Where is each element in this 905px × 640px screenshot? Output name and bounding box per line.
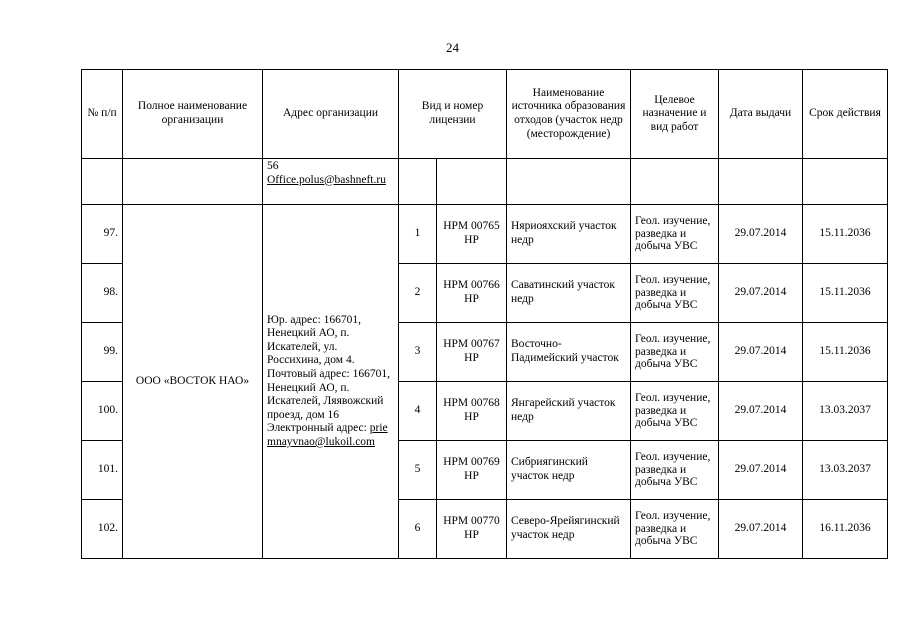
validity-date: 13.03.2037 bbox=[803, 382, 888, 441]
purpose: Геол. изучение, разведка и добыча УВС bbox=[631, 264, 719, 323]
header-org: Полное наименование организации bbox=[123, 70, 263, 159]
row-number: 102. bbox=[82, 500, 123, 559]
license-number: НРМ 00765 НР bbox=[437, 205, 507, 264]
purpose: Геол. изучение, разведка и добыча УВС bbox=[631, 382, 719, 441]
license-number: НРМ 00766 НР bbox=[437, 264, 507, 323]
header-num: № п/п bbox=[82, 70, 123, 159]
source-name: Северо-Ярейягинский участок недр bbox=[507, 500, 631, 559]
license-table bbox=[81, 69, 888, 559]
table-row bbox=[82, 205, 888, 264]
address-email-link[interactable]: priemnayvnao@lukoil.com bbox=[267, 422, 388, 448]
header-license: Вид и номер лицензии bbox=[399, 70, 507, 159]
license-index: 4 bbox=[399, 382, 437, 441]
organization-name: ООО «ВОСТОК НАО» bbox=[123, 205, 263, 559]
purpose: Геол. изучение, разведка и добыча УВС bbox=[631, 441, 719, 500]
license-number: НРМ 00767 НР bbox=[437, 323, 507, 382]
continuation-address-line: 56 bbox=[267, 160, 279, 172]
validity-date: 15.11.2036 bbox=[803, 205, 888, 264]
license-number: НРМ 00768 НР bbox=[437, 382, 507, 441]
continuation-row bbox=[82, 159, 888, 205]
organization-address bbox=[263, 205, 399, 559]
row-number: 99. bbox=[82, 323, 123, 382]
purpose: Геол. изучение, разведка и добыча УВС bbox=[631, 205, 719, 264]
issue-date: 29.07.2014 bbox=[719, 382, 803, 441]
issue-date: 29.07.2014 bbox=[719, 205, 803, 264]
license-number: НРМ 00769 НР bbox=[437, 441, 507, 500]
source-name: Саватинский участок недр bbox=[507, 264, 631, 323]
purpose: Геол. изучение, разведка и добыча УВС bbox=[631, 323, 719, 382]
source-name: Восточно-Падимейский участок bbox=[507, 323, 631, 382]
row-number: 98. bbox=[82, 264, 123, 323]
page-number: 24 bbox=[446, 40, 459, 55]
issue-date: 29.07.2014 bbox=[719, 264, 803, 323]
source-name: Сибриягинский участок недр bbox=[507, 441, 631, 500]
license-index: 5 bbox=[399, 441, 437, 500]
row-number: 97. bbox=[82, 205, 123, 264]
license-index: 6 bbox=[399, 500, 437, 559]
header-validity: Срок действия bbox=[803, 70, 888, 159]
validity-date: 15.11.2036 bbox=[803, 323, 888, 382]
header-purpose: Целевое назначение и вид работ bbox=[631, 70, 719, 159]
issue-date: 29.07.2014 bbox=[719, 323, 803, 382]
row-number: 101. bbox=[82, 441, 123, 500]
license-index: 3 bbox=[399, 323, 437, 382]
validity-date: 16.11.2036 bbox=[803, 500, 888, 559]
license-index: 2 bbox=[399, 264, 437, 323]
row-number: 100. bbox=[82, 382, 123, 441]
header-source: Наименование источника образования отходов (участок недр (месторождение) bbox=[507, 70, 631, 159]
issue-date: 29.07.2014 bbox=[719, 441, 803, 500]
validity-date: 15.11.2036 bbox=[803, 264, 888, 323]
validity-date: 13.03.2037 bbox=[803, 441, 888, 500]
header-row bbox=[82, 70, 888, 159]
license-number: НРМ 00770 НР bbox=[437, 500, 507, 559]
purpose: Геол. изучение, разведка и добыча УВС bbox=[631, 500, 719, 559]
continuation-email-link[interactable]: Office.polus@bashneft.ru bbox=[267, 173, 386, 186]
header-address: Адрес организации bbox=[263, 70, 399, 159]
source-name: Янгарейский участок недр bbox=[507, 382, 631, 441]
issue-date: 29.07.2014 bbox=[719, 500, 803, 559]
source-name: Няриояхский участок недр bbox=[507, 205, 631, 264]
header-issue-date: Дата выдачи bbox=[719, 70, 803, 159]
continuation-address bbox=[263, 159, 399, 205]
license-index: 1 bbox=[399, 205, 437, 264]
address-text: Юр. адрес: 166701, Ненецкий АО, п. Искателей, ул. Россихина, дом 4. Почтовый адрес: 166701, Ненецкий АО, п. Искателей, Ляявожский проезд, дом 16 Электронный адрес: bbox=[267, 313, 390, 435]
